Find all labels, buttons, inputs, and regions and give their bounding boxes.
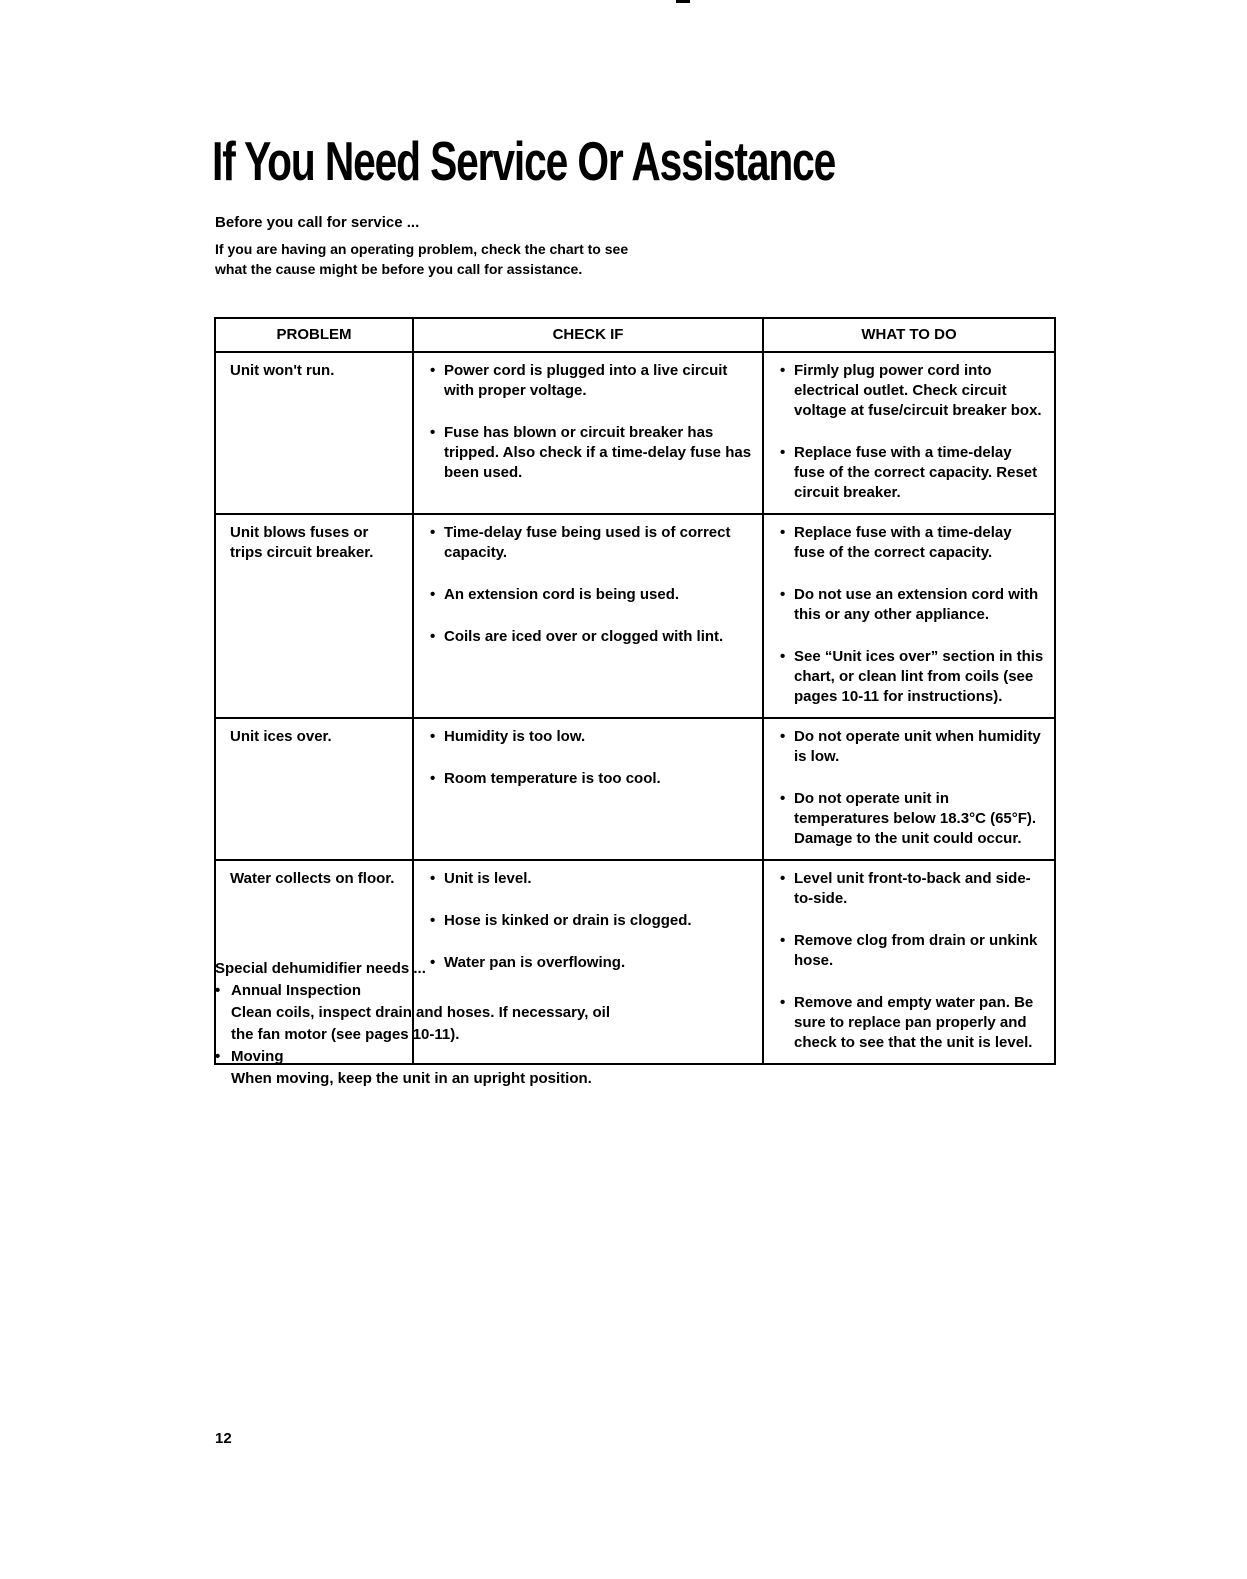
intro-text: If you are having an operating problem, check the chart to see what the cause might be before you call for assistance. [215, 241, 629, 277]
chart-row-unit-ices-over [215, 718, 1055, 860]
troubleshooting-chart [214, 317, 1056, 1065]
check-cell [413, 514, 763, 718]
todo-item: • Replace fuse with a time-delay fuse of the correct capacity. [780, 523, 1044, 563]
check-cell [413, 718, 763, 860]
check-item: • Coils are iced over or clogged with lint. [430, 627, 752, 647]
todo-item: • Firmly plug power cord into electrical outlet. Check circuit voltage at fuse/circuit breaker box. [780, 361, 1044, 421]
special-item-text: Clean coils, inspect drain and hoses. If necessary, oil the fan motor (see pages 10-11). [231, 1004, 611, 1043]
check-item: • Hose is kinked or drain is clogged. [430, 911, 752, 931]
special-item-title: • Moving [215, 1046, 635, 1068]
problem-cell: Water collects on floor. [215, 860, 413, 1064]
problem-cell: Unit ices over. [215, 718, 413, 860]
todo-item: • Remove clog from drain or unkink hose. [780, 931, 1044, 971]
check-item: • Fuse has blown or circuit breaker has tripped. Also check if a time-delay fuse has been used. [430, 423, 752, 483]
special-needs-section [215, 958, 635, 1090]
chart-row-unit-wont-run [215, 352, 1055, 514]
todo-item: • Replace fuse with a time-delay fuse of the correct capacity. Reset circuit breaker. [780, 443, 1044, 503]
special-item-title: • Annual Inspection [215, 980, 635, 1002]
todo-cell [763, 860, 1055, 1064]
todo-item: • See “Unit ices over” section in this chart, or clean lint from coils (see pages 10-11 for instructions). [780, 647, 1044, 707]
check-item: • Power cord is plugged into a live circuit with proper voltage. [430, 361, 752, 401]
problem-cell: Unit won't run. [215, 352, 413, 514]
chart-row-unit-blows-fuses [215, 514, 1055, 718]
todo-cell [763, 352, 1055, 514]
todo-item: • Remove and empty water pan. Be sure to replace pan properly and check to see that the unit is level. [780, 993, 1044, 1053]
check-cell [413, 352, 763, 514]
intro-section [215, 213, 655, 279]
special-item-text: When moving, keep the unit in an upright position. [231, 1070, 592, 1087]
todo-item: • Do not use an extension cord with this or any other appliance. [780, 585, 1044, 625]
todo-item: • Do not operate unit when humidity is low. [780, 727, 1044, 767]
scan-mark [676, 0, 690, 3]
page-number: 12 [215, 1430, 232, 1447]
problem-cell: Unit blows fuses or trips circuit breaker. [215, 514, 413, 718]
todo-cell [763, 718, 1055, 860]
chart-header-row [215, 318, 1055, 352]
header-problem: PROBLEM [215, 318, 413, 352]
header-check-if: CHECK IF [413, 318, 763, 352]
todo-cell [763, 514, 1055, 718]
check-item: • Time-delay fuse being used is of correct capacity. [430, 523, 752, 563]
todo-item: • Level unit front-to-back and side-to-side. [780, 869, 1044, 909]
header-what-to-do: WHAT TO DO [763, 318, 1055, 352]
intro-heading: Before you call for service ... [215, 214, 420, 231]
check-item: • Water pan is overflowing. [430, 953, 752, 973]
todo-item: • Do not operate unit in temperatures below 18.3°C (65°F). Damage to the unit could occur. [780, 789, 1044, 849]
check-item: • An extension cord is being used. [430, 585, 752, 605]
page-title: If You Need Service Or Assistance [212, 130, 836, 192]
check-item: • Room temperature is too cool. [430, 769, 752, 789]
check-item: • Unit is level. [430, 869, 752, 889]
special-heading: Special dehumidifier needs ... [215, 960, 426, 977]
check-item: • Humidity is too low. [430, 727, 752, 747]
